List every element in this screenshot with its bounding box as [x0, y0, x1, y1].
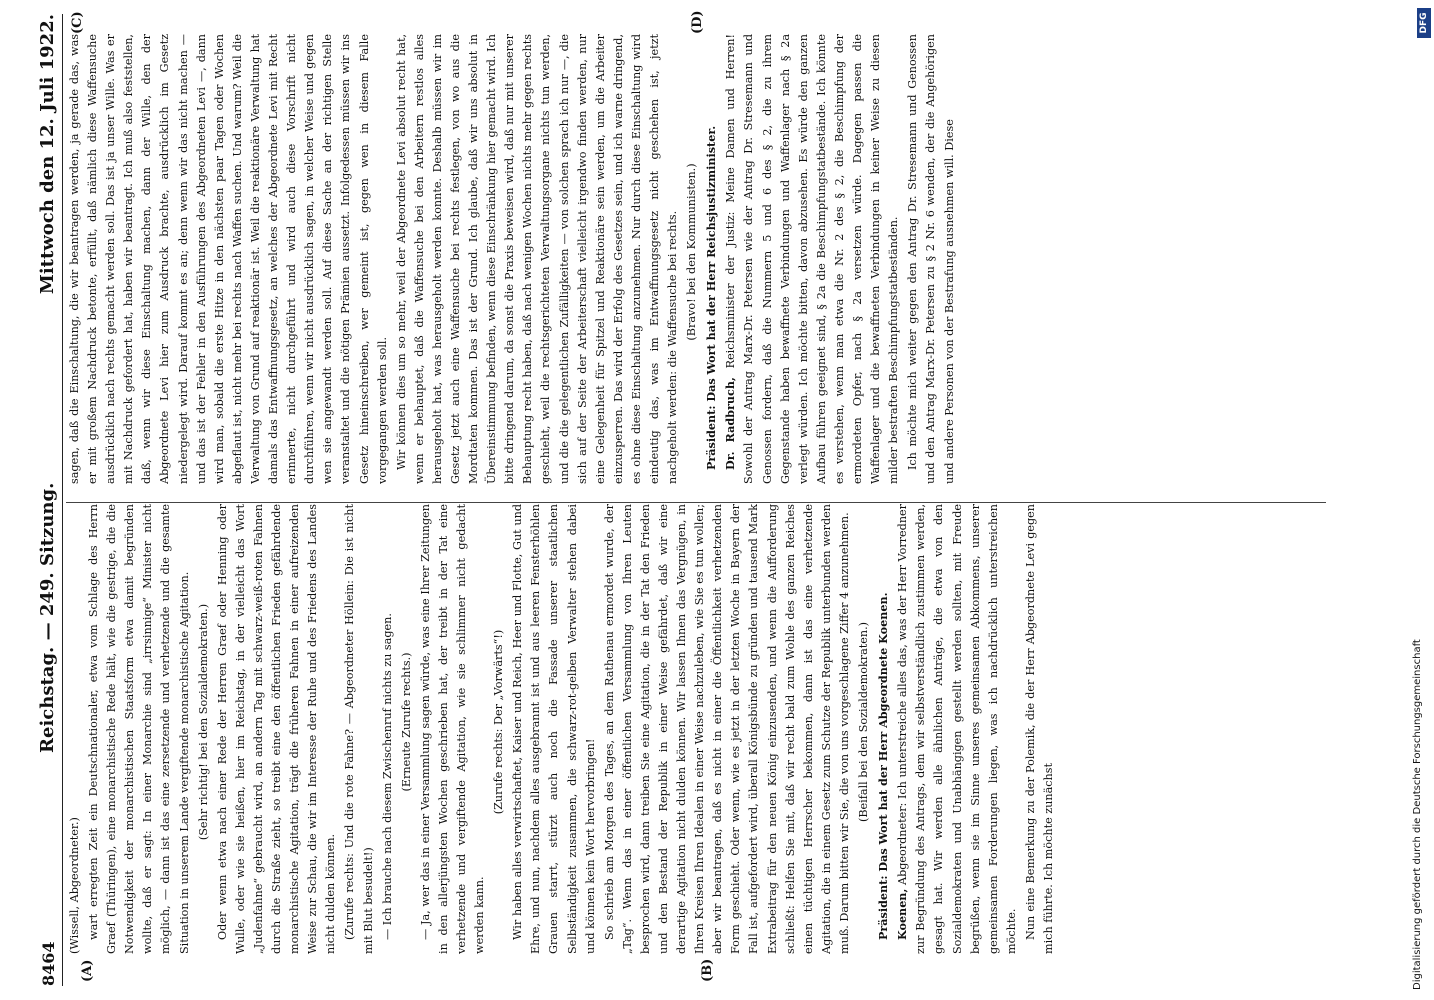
interjection: (Sehr richtig! bei den Sozialdemokraten.)	[196, 603, 210, 841]
paragraph: sagen, daß die Einschaltung, die wir beantragen werden, ja gerade das, was er mit großem Nachdruck betonte, erfüllt, daß nämlich diese Waffensuche ausdrücklich nach rechts gemacht werden soll. Das ist ja unser Wille. Was er mit Nachdruck gefordert hat, haben wir beantragt. Ich muß also feststellen, daß, wenn wir diese Einschaltung machen, dann der Wille, den der Abgeordnete Levi hier zum Ausdruck brachte, ausdrücklich im Gesetz niedergelegt wird. Darauf kommt es an; denn wenn wir das nicht machen — und das ist der Fehler in den Ausführungen des Abgeordneten Levi —, dann wird man, sobald die erste Hitze in den nächsten paar Tagen oder Wochen abgeflaut ist, nicht mehr bei rechts nach Waffen suchen. Und warum? Weil die Verwaltung von Grund auf reaktionär ist. Weil die reaktionäre Verwaltung hat damals das Entwaffnungsgesetz, an welches der Abgeordnete Levi mit Recht erinnerte, nicht durchgeführt und wird auch diese Vorschrift nicht durchführen, wenn wir nicht ausdrücklich sagen, in welcher Weise und gegen wen sie angewandt werden soll. Auf diese Sache an der richtigen Stelle veranstaltet und die nötigen Prämien aussetzt. Infolgedessen müssen wir ins Gesetz hineinschreiben, wer gemeint ist, gegen wen in diesem Falle vorgegangen werden soll.	[68, 34, 389, 484]
paragraph: Oder wenn etwa nach einer Rede der Herren Graef oder Henning oder Wulle, oder wie sie heißen, hier im Reichstag, in der vielleicht das Wort „Judenfahne“ gebraucht wird, an andern Tag mit schwarz-weiß-roten Fahnen durch die Straße zieht, so treibt eine den öffentlichen Frieden gefährdende monarchistische Agitation, trägt die früheren Fahnen in einer aufreizenden Weise zur Schau, die wir im Interesse der Ruhe und des Friedens des Landes nicht dulden können.	[215, 504, 338, 954]
interjection: (Zurufe rechts: Und die rote Fahne? — Abgeordneter Höllein: Die ist nicht mit Blut besudelt!)	[343, 504, 375, 954]
margin-mark-d: (D)	[690, 10, 705, 34]
president-line: Präsident: Das Wort hat der Herr Reichsjustizminister.	[704, 125, 719, 470]
funding-notice-text: Digitalisierung gefördert durch die Deutsche Forschungsgemeinschaft	[1412, 639, 1423, 990]
header-title-right: Mittwoch den 12. Juli 1922.	[37, 14, 58, 295]
margin-mark-c: (C)	[70, 11, 85, 34]
paragraph: Nun eine Bemerkung zu der Polemik, die der Herr Abgeordnete Levi gegen mich führte. Ich möchte zunächst	[1023, 504, 1055, 954]
interjection: (Beifall bei den Sozialdemokraten.)	[857, 621, 871, 823]
speaker-name: Dr. Radbruch,	[723, 377, 738, 470]
column-divider	[66, 502, 1326, 503]
page-header	[28, 14, 63, 986]
paragraph: Wir können dies um so mehr, weil der Abgeordnete Levi absolut recht hat, wenn er behauptet, daß die Waffensuche bei den Arbeitern restlos alles herausgeholt hat, was herausgeholt werden konnte. Deshalb müssen wir im Gesetz jetzt auch eine Waffensuche bei rechts festlegen, von wo aus die Mordtaten kommen. Das ist der Grund. Ich glaube, daß wir uns absolut in Übereinstimmung befinden, wenn diese Einschränkung hier gemacht wird. Ich bitte dringend darum, da sonst die Praxis beweisen wird, daß nur mit unserer Behauptung recht haben, daß nach wenigen Wochen nichts mehr gegen rechts geschieht, weil die rechtsgerichteten Verwaltungsorgane nichts tun werden, und die die gelegentlichen Zufälligkeiten — von solchen sprach ich nur —, die sich auf der Seite der Arbeiterschaft vielleicht irgendwo finden werden, nur eine Gelegenheit für Spitzel und Reaktionäre sein werden, um die Arbeiter einzusperren. Das wird der Erfolg des Gesetzes sein, und ich warne dringend, es ohne diese Einschaltung anzunehmen. Nur durch diese Einschaltung wird eindeutig das, was im Entwaffnungsgesetz nicht geschehen ist, jetzt nachgeholt werden: die Waffensuche bei rechts.	[394, 34, 680, 484]
page-number: 8464	[39, 941, 58, 986]
president-line: Präsident: Das Wort hat der Herr Abgeordnete Koenen.	[876, 592, 891, 940]
dfg-logo-text: DFG	[1419, 12, 1429, 34]
speaker-role: Reichsminister der Justiz:	[724, 211, 738, 369]
paragraph: Ich möchte mich weiter gegen den Antrag Dr. Stresemann und Genossen und den Antrag Marx-Dr. Petersen zu § 2 Nr. 6 wenden, der die Angehörigen und andere Personen von der Bestrafung ausnehmen will. Diese	[906, 34, 956, 484]
speaker-name: Koenen,	[895, 888, 910, 940]
paragraph: Meine Damen und Herren! Sowohl der Antrag Marx-Dr. Petersen wie der Antrag Dr. Stresemann und Genossen fordern, daß die Nummern 5 und 6 des § 2, die zu ihrem Gegenstande haben bewaffnete Verbindungen und Waffenlager nach § 2a verlegt würden. Ich möchte bitten, davon abzusehen. Es würde den ganzen Aufbau führen geeignet sind, § 2a die Beschimpfungstatbestände. Ich könnte es verstehen, wenn man etwa die Nr. 2 des § 2, die Beschimpfung der ermordeten Opfer, nach § 2a versetzen würde. Dagegen passen die Waffenlager und die bewaffneten Verbindungen in keiner Weise zu diesen milder bestraften Beschimpfungstatbeständen.	[724, 34, 901, 484]
speaker-intro	[893, 504, 1021, 954]
paragraph: — Ich brauche nach diesem Zwischenruf nichts zu sagen.	[380, 613, 394, 940]
paragraph: So schrieb am Morgen des Tages, an dem Rathenau ermordet wurde, der „Tag“. Wenn das in einer öffentlichen Versammlung von Ihren Leuten besprochen wird, dann treiben Sie eine Agitation, die in der Tat den Frieden und den Bestand der Republik in einer Weise gefährdet, daß wir eine derartige Agitation nicht dulden können. Wir lassen Ihnen das Vergnügen, in Ihren Kreisen Ihren Idealen in einer Weise nachzuleben, wie Sie es tun wollen; aber wir beantragen, daß es nicht in einer die Öffentlichkeit verhetzenden Form geschieht. Oder wenn, wie es jetzt in der letzten Woche in Bayern der Fall ist, aufgefordert wird, überall Königsbünde zu gründen und tausend Mark Extrabeitrag für den neuen König einzusenden, und wenn die Aufforderung schließt: Helfen Sie mit, daß wir recht bald zum Wohle des ganzen Reiches einen tüchtigen Herrscher bekommen, dann ist das eine verhetzende Agitation, die in einem Gesetz zum Schutze der Republik unterbunden werden muß. Darum bitten wir Sie, die von uns vorgeschlagene Ziffer 4 anzunehmen.	[602, 504, 851, 954]
header-title-left: Reichstag. — 249. Sitzung.	[37, 482, 58, 753]
quotation: Wir haben alles verwirtschaftet, Kaiser und Reich, Heer und Flotte, Gut und Ehre, und nun, nachdem alles ausgebrannt ist und aus leeren Fensterhöhlen Grauen starrt, stürzt auch noch die Fassade unserer staatlichen Selbständigkeit zusammen, die schwarz-rot-gelben Verwalter stehen dabei und können kein Wort hervorbringen!	[511, 504, 597, 954]
left-column	[66, 504, 1206, 954]
interjection: (Zurufe rechts: Der „Vorwärts“!)	[492, 629, 506, 815]
paragraph: — Ja, wer das in einer Versammlung sagen würde, was eine Ihrer Zeitungen in den allerjüngsten Wochen geschrieben hat, der treibt in der Tat eine verhetzende und vergiftende Agitation, wie sie schlimmer nicht gedacht werden kann.	[418, 504, 487, 954]
speaker-role: Abgeordneter:	[896, 802, 910, 886]
dfg-logo	[1417, 8, 1431, 38]
funding-notice	[1410, 10, 1428, 990]
margin-mark-a: (A)	[80, 959, 95, 982]
margin-mark-b: (B)	[700, 958, 715, 982]
interjection: (Bravo! bei den Kommunisten.)	[685, 163, 699, 341]
paragraph: Ich unterstreiche alles das, was der Herr Vorredner zur Begründung des Antrags, dem wir selbstverständlich zustimmen werden, gesagt hat. Wir werden alle ähnlichen Anträge, die etwa von den Sozialdemokraten und Unabhängigen gestellt werden sollten, mit Freude begrüßen, wenn sie im Sinne unseres gemeinsamen Abkommens, unserer gemeinsamen Forderungen liegen, was ich nachdrücklich unterstreichen möchte.	[896, 504, 1018, 954]
paragraph: wart erregten Zeit ein Deutschnationaler, etwa vom Schlage des Herrn Graef (Thüringen), eine monarchistische Rede hält, wie die gestrige, die die Notwendigkeit der monarchistischen Staatsform etwa damit begründen wollte, daß er sagt: In einer Monarchie sind „irrsinnige“ Minister nicht möglich, — dann ist das eine zersetzende und verhetzende und die gesamte Situation in unserem Lande vergiftende monarchistische Agitation.	[87, 504, 191, 954]
speaker-lead: (Wissell, Abgeordneter.)	[68, 817, 81, 954]
interjection: (Erneute Zurufe rechts.)	[399, 652, 413, 792]
right-column	[66, 34, 1316, 484]
speaker-intro	[721, 34, 903, 484]
